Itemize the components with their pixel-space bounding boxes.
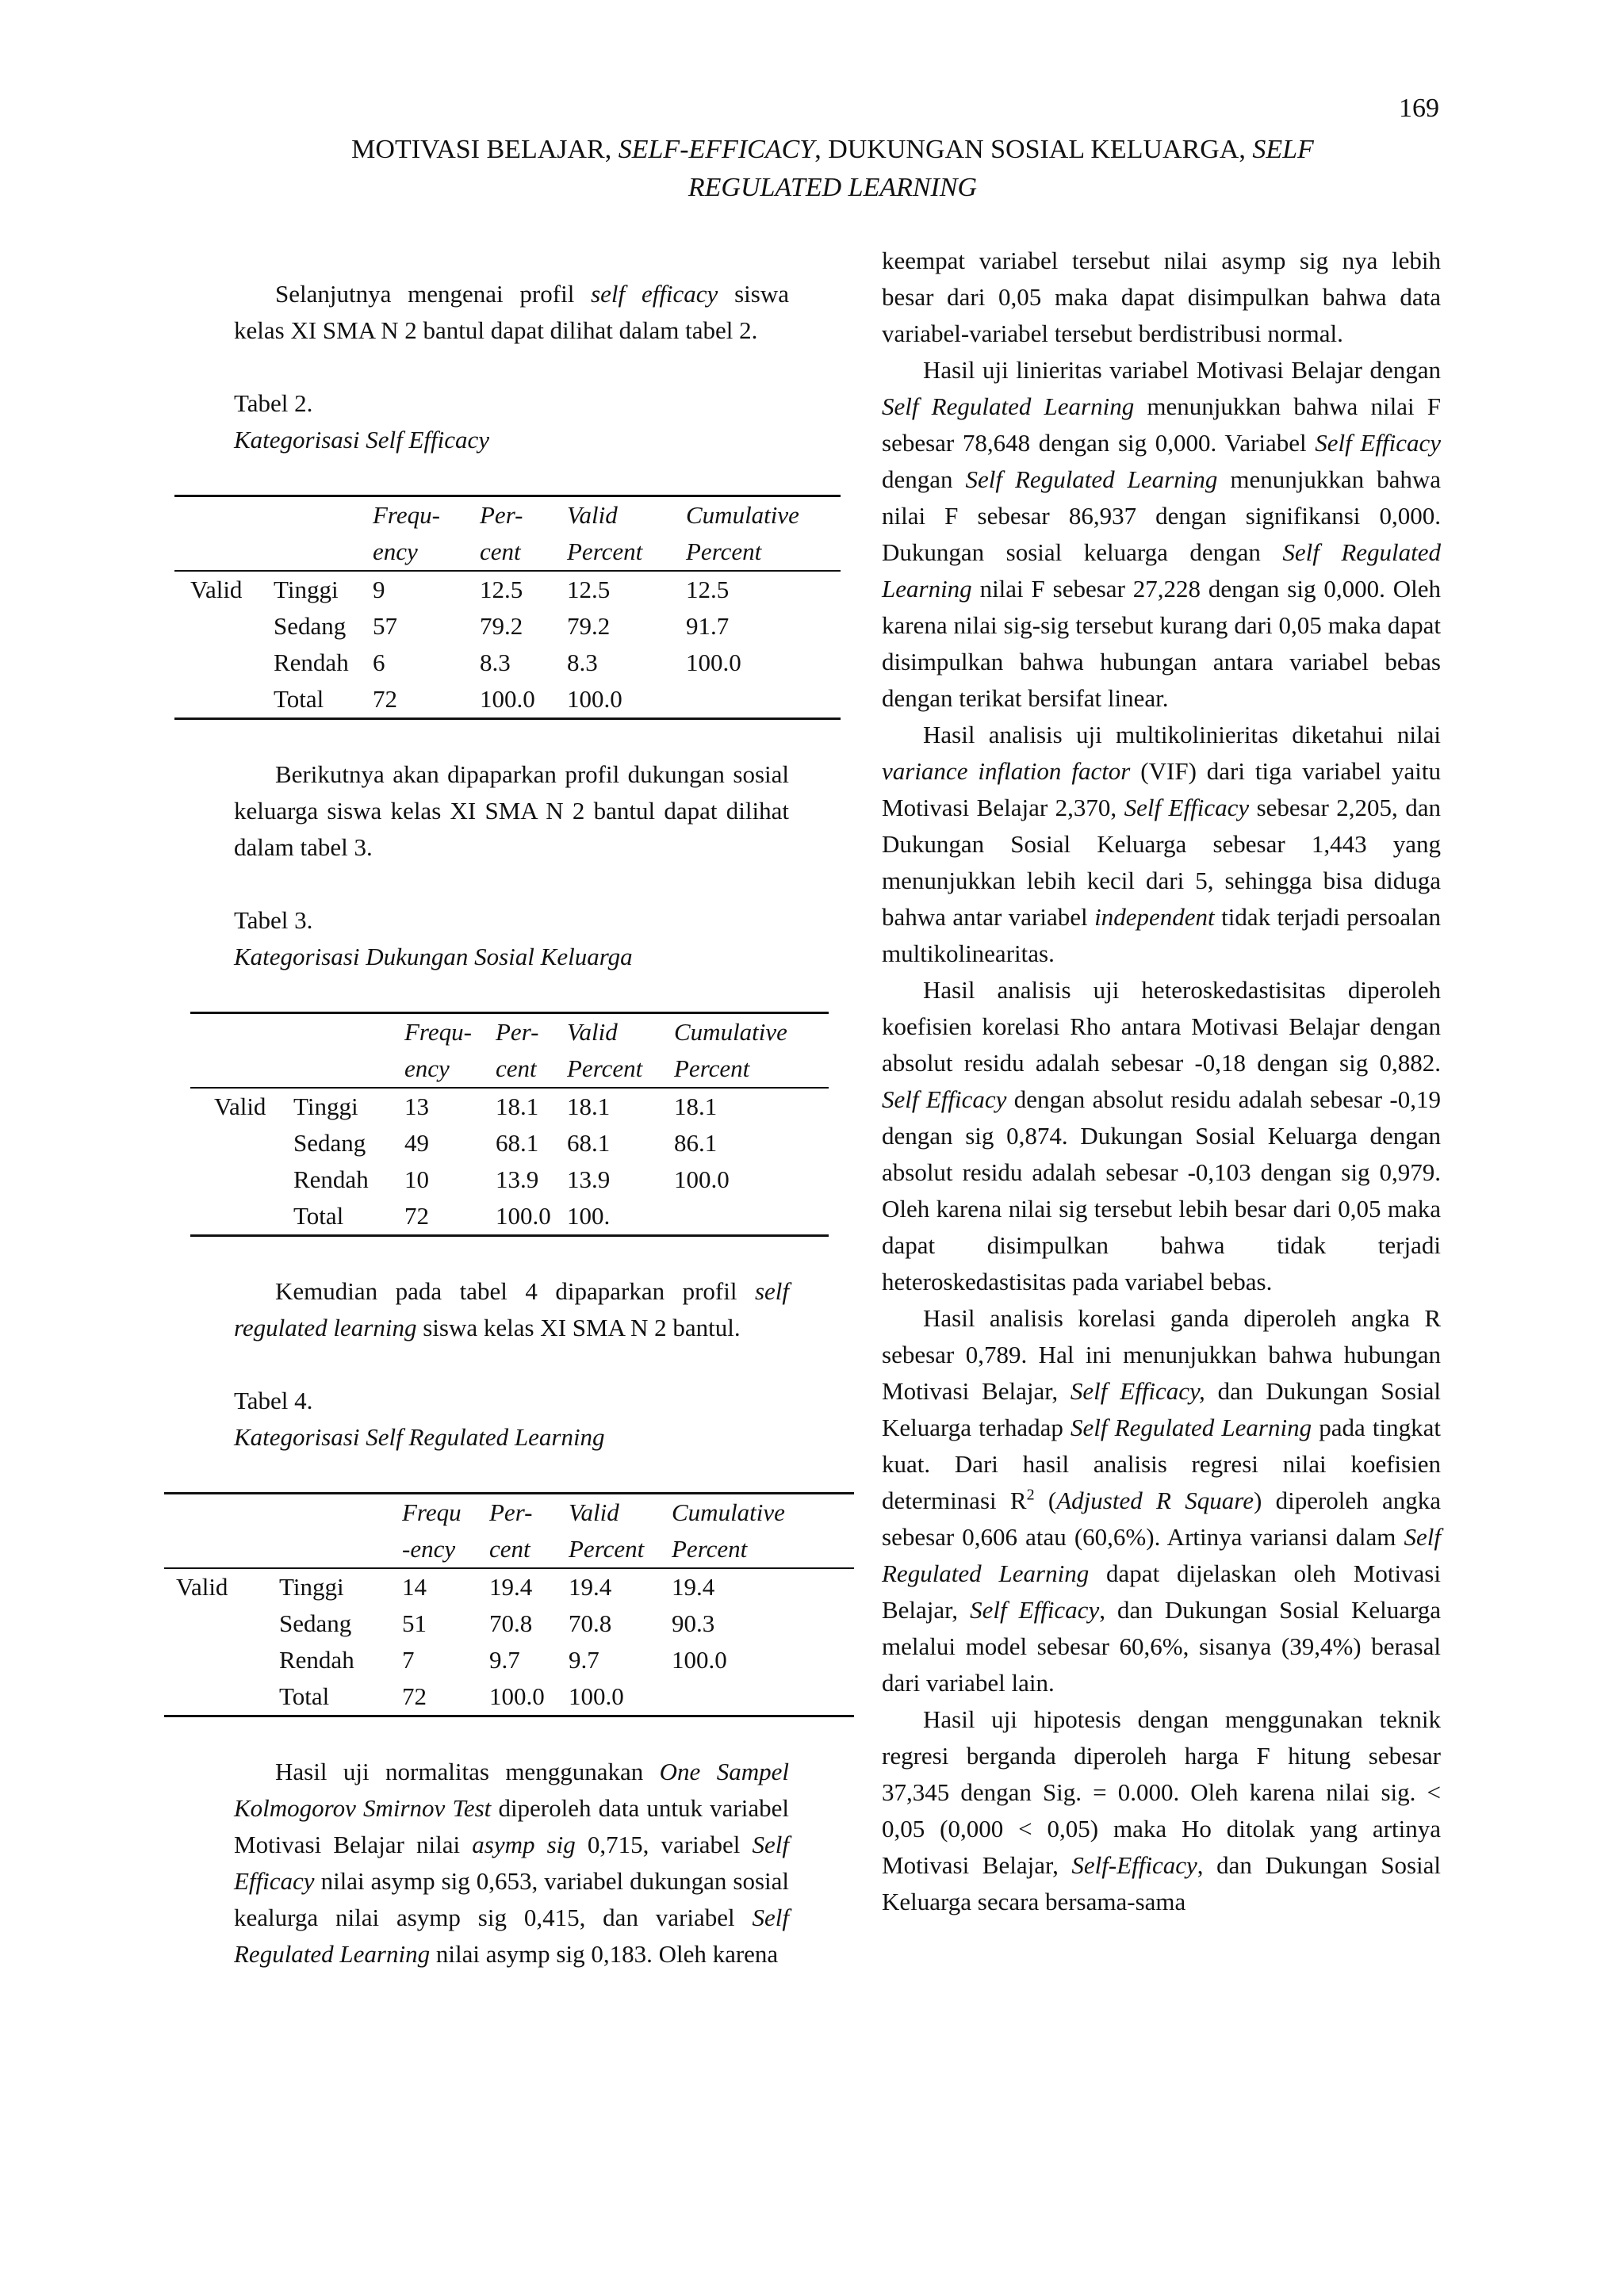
table-3-dukungan-sosial bbox=[190, 1012, 829, 1237]
table-2-caption: Tabel 2. bbox=[234, 389, 313, 417]
running-header-line-1: MOTIVASI BELAJAR, SELF-EFFICACY, DUKUNGAN SOSIAL KELUARGA, SELF bbox=[351, 135, 1314, 164]
table-2-title: Kategorisasi Self Efficacy bbox=[234, 426, 490, 453]
table-header-row: Frequ Per- Valid Cumulative bbox=[402, 1498, 785, 1526]
table-row: Rendah 6 8.3 8.3 100.0 bbox=[274, 649, 741, 676]
table-4-self-regulated-learning bbox=[164, 1492, 854, 1717]
table-row: Rendah 7 9.7 9.7 100.0 bbox=[279, 1646, 727, 1674]
table-header-row: Frequ- Per- Valid Cumulative bbox=[373, 501, 799, 529]
table-row: Total 72 100.0 100.0 bbox=[274, 685, 622, 713]
paragraph-dukungan-intro: Berikutnya akan dipaparkan profil dukungan sosial keluarga siswa kelas XI SMA N 2 bantul dapat dilihat dalam tabel 3. bbox=[234, 760, 789, 861]
table-row: Sedang 51 70.8 70.8 90.3 bbox=[279, 1609, 715, 1637]
paragraph-self-efficacy-intro: Selanjutnya mengenai profil self efficacy siswa kelas XI SMA N 2 bantul dapat dilihat dalam tabel 2. bbox=[234, 280, 790, 344]
table-header-row: ency cent Percent Percent bbox=[174, 534, 841, 571]
table-4-caption: Tabel 4. bbox=[234, 1387, 313, 1414]
table-row: Sedang 57 79.2 79.2 91.7 bbox=[274, 612, 730, 640]
table-row: Valid Tinggi 14 19.4 19.4 19.4 bbox=[176, 1573, 715, 1601]
table-2-self-efficacy bbox=[174, 495, 841, 720]
table-row: Sedang 49 68.1 68.1 86.1 bbox=[293, 1129, 718, 1157]
table-header-row: Frequ- Per- Valid Cumulative bbox=[404, 1018, 787, 1046]
paragraph-normalitas: Hasil uji normalitas menggunakan One Sampel Kolmogorov Smirnov Test diperoleh data untuk variabel Motivasi Belajar nilai asymp sig 0,715, variabel Self Efficacy nilai asymp sig 0,653, variabel dukungan sosial kealurga nilai asymp sig 0,415, dan variabel Self Regulated Learning nilai asymp sig 0,183. Oleh karena bbox=[234, 1758, 790, 1968]
running-header bbox=[238, 131, 1427, 207]
paragraph-multikolinieritas: Hasil analisis uji multikolinieritas diketahui nilai variance inflation factor (VIF) dari tiga variabel yaitu Motivasi Belajar 2,370, Self Efficacy sebesar 2,205, dan Dukungan Sosial Keluarga sebesar 1,443 yang menunjukkan lebih kecil dari 5, sehingga bisa diduga bahwa antar variabel independent tidak terjadi persoalan multikolinearitas. bbox=[882, 721, 1442, 967]
table-row: Total 72 100.0 100.0 bbox=[279, 1682, 624, 1710]
paragraph-hipotesis: Hasil uji hipotesis dengan menggunakan teknik regresi berganda diperoleh harga F hitung sebesar 37,345 dengan Sig. = 0.000. Oleh karena nilai sig. < 0,05 (0,000 < 0,05) maka Ho ditolak yang artinya Motivasi Belajar, Self-Efficacy, dan Dukungan Sosial Keluarga secara bersama-sama bbox=[882, 1705, 1441, 1915]
paragraph-korelasi-ganda: Hasil analisis korelasi ganda diperoleh angka R sebesar 0,789. Hal ini menunjukkan bahwa hubungan Motivasi Belajar, Self Efficacy, dan Dukungan Sosial Keluarga terhadap Self Regulated Learning pada tingkat kuat. Dari hasil analisis regresi nilai koefisien determinasi $R^2$ (Adjusted R Square) diperoleh angka sebesar 0,606 atau (60,6%). Artinya variansi dalam Self Regulated Learning dapat dijelaskan oleh Motivasi Belajar, Self Efficacy, dan Dukungan Sosial Keluarga melalui model sebesar 60,6%, sisanya (39,4%) berasal dari variabel lain. bbox=[882, 1304, 1441, 1697]
table-3-title: Kategorisasi Dukungan Sosial Keluarga bbox=[234, 943, 633, 970]
table-header-row: -ency cent Percent Percent bbox=[164, 1531, 854, 1568]
left-column bbox=[176, 276, 799, 1973]
running-header-line-2: REGULATED LEARNING bbox=[688, 173, 978, 202]
table-3-caption: Tabel 3. bbox=[234, 906, 313, 934]
table-row: Valid Tinggi 13 18.1 18.1 18.1 bbox=[214, 1093, 718, 1120]
page-number: 169 bbox=[1399, 94, 1439, 123]
table-header-row: ency cent Percent Percent bbox=[190, 1050, 829, 1088]
paragraph-normalitas-cont: keempat variabel tersebut nilai asymp sig nya lebih besar dari 0,05 maka dapat disimpulkan bahwa data variabel-variabel tersebut berdistribusi normal. bbox=[882, 247, 1441, 347]
table-row: Total 72 100.0 100. bbox=[293, 1202, 611, 1230]
paragraph-srl-intro: Kemudian pada tabel 4 dipaparkan profil self regulated learning siswa kelas XI SMA N 2 bantul. bbox=[234, 1277, 789, 1341]
table-row: Valid Tinggi 9 12.5 12.5 12.5 bbox=[190, 576, 730, 603]
paragraph-linieritas: Hasil uji linieritas variabel Motivasi Belajar dengan Self Regulated Learning menunjukkan bahwa nilai F sebesar 78,648 dengan sig 0,000. Variabel Self Efficacy dengan Self Regulated Learning menunjukkan bahwa nilai F sebesar 86,937 dengan signifikansi 0,000. Dukungan sosial keluarga dengan Self Regulated Learning nilai F sebesar 27,228 dengan sig 0,000. Oleh karena nilai sig-sig tersebut kurang dari 0,05 maka dapat disimpulkan bahwa hubungan antara variabel bebas dengan terikat bersifat linear. bbox=[882, 356, 1442, 712]
paragraph-heteroskedastisitas: Hasil analisis uji heteroskedastisitas diperoleh koefisien korelasi Rho antara Motivasi Belajar dengan absolut residu adalah sebesar -0,18 dengan sig 0,882. Self Efficacy dengan absolut residu adalah sebesar -0,19 dengan sig 0,874. Dukungan Sosial Keluarga dengan absolut residu adalah sebesar -0,103 dengan sig 0,979. Oleh karena nilai sig tersebut lebih besar dari 0,05 maka dapat disimpulkan bahwa tidak terjadi heteroskedastisitas pada variabel bebas. bbox=[882, 976, 1441, 1295]
table-row: Rendah 10 13.9 13.9 100.0 bbox=[293, 1165, 730, 1193]
table-4-title: Kategorisasi Self Regulated Learning bbox=[234, 1423, 605, 1451]
right-column bbox=[882, 243, 1441, 1920]
